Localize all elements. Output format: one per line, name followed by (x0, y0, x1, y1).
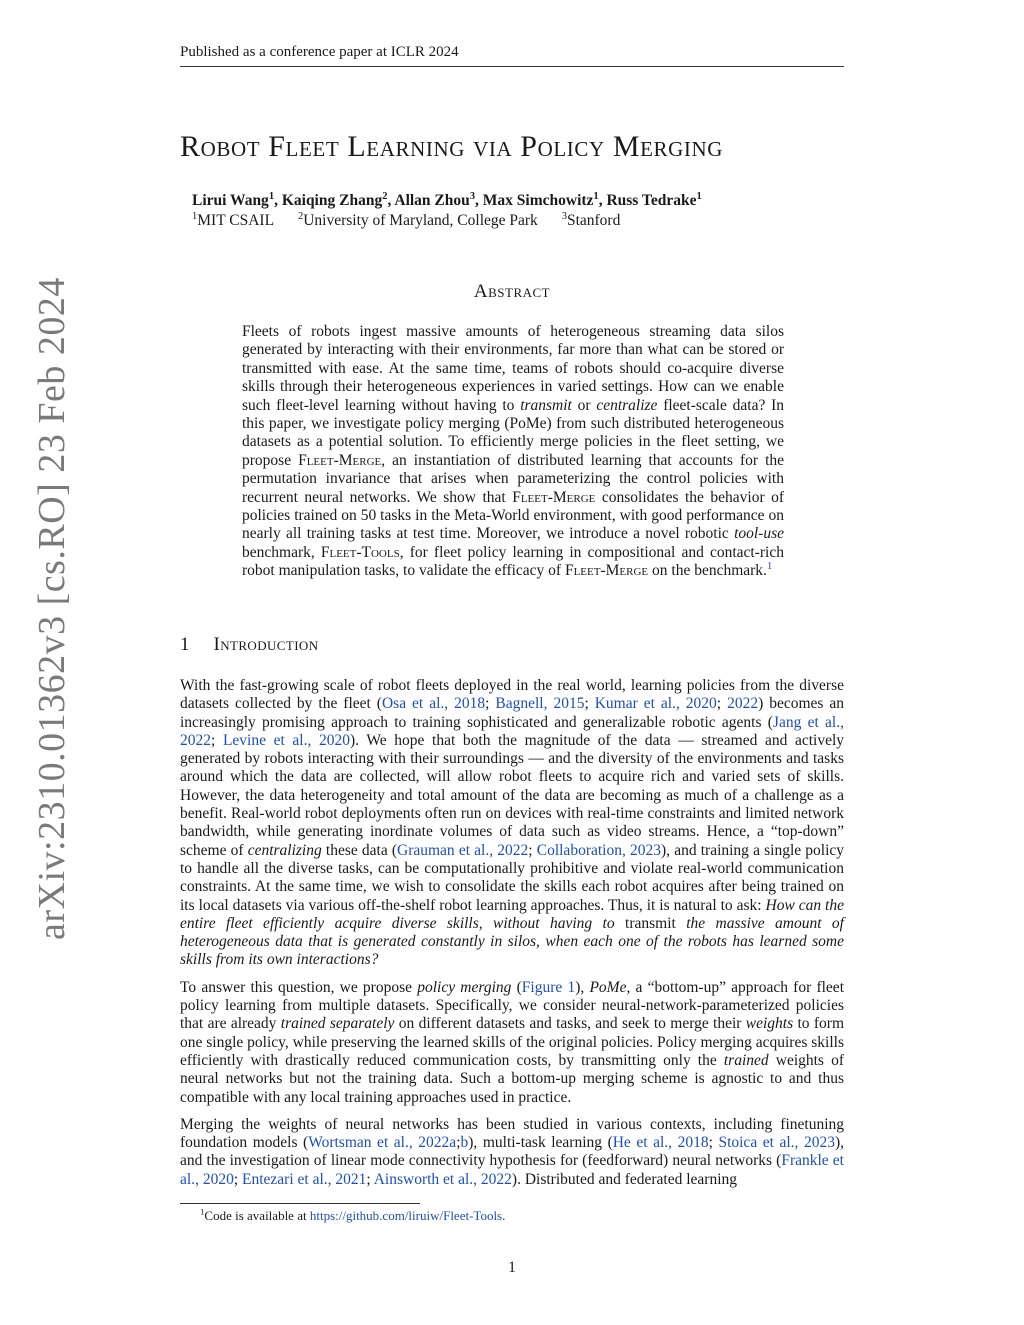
paragraph: With the fast-growing scale of robot fleets deployed in the real world, learning policies from the diverse datasets collected by the fleet (Osa et al., 2018; Bagnell, 2015; Kumar et al., 2020; 2022) becomes an increasingly promising approach to training sophisticated and generalizable robotic agents (Jang et al., 2022; Levine et al., 2020). We hope that both the magnitude of the data — streamed and actively generated by robots interacting with their surroundings — and the diversity of the environments and tasks around which the data are collected, will allow robot fleets to acquire rich and varied sets of skills. However, the data heterogeneity and total amount of the data are becoming as much of a challenge as a benefit. Real-world robot deployments often run on devices with real-time constraints and limited network bandwidth, while generating inordinate volumes of data such as video streams. Hence, a “top-down” scheme of centralizing these data (Grauman et al., 2022; Collaboration, 2023), and training a single policy to handle all the diverse tasks, can be computationally prohibitive and violate real-world communication constraints. At the same time, we wish to consolidate the skills each robot acquires after being trained on its local datasets via various off-the-shelf robot learning approaches. Thus, it is natural to ask: How can the entire fleet efficiently acquire diverse skills, without having to transmit the massive amount of heterogeneous data that is generated constantly in silos, when each one of the robots has learned some skills from its own interactions? (180, 677, 845, 969)
benchmark-name: Fleet-Tools (320, 543, 400, 561)
citation-link[interactable]: Bagnell, 2015 (495, 695, 585, 713)
author-list: Lirui Wang$^1$, Kaiqing Zhang$^2$, Allan Zhou$^3$, Max Simchowitz$^1$, Russ Tedrake$^1$ (192, 190, 702, 209)
abstract-heading: Abstract (473, 281, 551, 302)
body-text: ), (575, 978, 590, 996)
emphasis: trained separately (280, 1015, 395, 1033)
abstract-text: , an instantiation of distributed learning that accounts for the permutation invariance that arises when parameterizing the control policies with recurrent neural networks. We show that (242, 451, 784, 506)
header-rule (180, 66, 844, 67)
body-text: ). We hope that both the magnitude of the data — streamed and actively generated by robots interacting with their surroundings — and the diversity of the environments and tasks around which the data are collected, will allow robot fleets to acquire rich and varied sets of skills. However, the data heterogeneity and total amount of the data are becoming as much of a challenge as a benefit. Real-world robot deployments often run on devices with real-time constraints and limited network bandwidth, while generating inordinate volumes of data such as video streams. Hence, a “top-down” scheme of (180, 731, 845, 859)
research-question: transmit (614, 914, 687, 932)
running-header: Published as a conference paper at ICLR 2024 (180, 44, 459, 60)
citation-link[interactable]: b (460, 1134, 469, 1152)
body-text: on different datasets and tasks, and seek to merge their (394, 1015, 746, 1033)
abstract-text: fleet-scale data? In this paper, we investigate policy merging (PoMe) from such distributed heterogeneous datasets as a potential solution. To efficiently merge policies in the fleet setting, we propose (242, 396, 784, 469)
footnote-text: Code is available at (204, 1208, 310, 1223)
footnote-link[interactable]: 1 (766, 561, 773, 573)
affiliation-sup: 1 (192, 210, 198, 222)
page-number: 1 (508, 1259, 516, 1276)
arxiv-stamp: arXiv:2310.01362v3 [cs.RO] 23 Feb 2024 (31, 277, 73, 940)
body-text: ). Distributed and federated learning (511, 1170, 738, 1188)
author: Russ Tedrake (606, 192, 697, 209)
author-sup: 2 (382, 190, 388, 202)
footnote-rule (180, 1203, 420, 1204)
citation-link[interactable]: Stoica et al., 2023 (718, 1134, 835, 1152)
body-text: With the fast-growing scale of robot fleets deployed in the real world, learning policies from the diverse datasets collected by the fleet ( (180, 677, 844, 713)
body-text: ), and the investigation of linear mode connectivity hypothesis for (feedforward) neural networks ( (180, 1134, 845, 1170)
author-sup: 1 (593, 190, 599, 202)
emphasis: centralizing (247, 841, 322, 859)
author-sup: 1 (268, 190, 275, 202)
body-text: ), and training a single policy to handle all the diverse tasks, can be computationally prohibitive and violate real-world communication constraints. At the same time, we wish to consolidate the skills each robot acquires after being trained on its local datasets via various off-the-shelf robot learning approaches. Thus, it is natural to ask: (180, 841, 845, 914)
citation-link[interactable]: Frankle et al., 2020 (180, 1152, 844, 1188)
citation-link[interactable]: Collaboration, 2023 (536, 841, 662, 859)
footnote-text: . (502, 1208, 506, 1223)
section-number: 1 (180, 634, 190, 655)
body-text: to form one single policy, while preserving the learned skills of the original policies. Policy merging acquires skills efficiently with drastically reduced communication costs, by transmitting only the (180, 1015, 844, 1069)
abstract-text: or (571, 396, 597, 414)
abstract-body (242, 323, 784, 581)
emphasis: PoMe (589, 978, 627, 996)
citation-link[interactable]: Grauman et al., 2022 (397, 841, 529, 859)
author: Allan Zhou (394, 192, 470, 209)
affiliation-name: MIT CSAIL (197, 212, 275, 229)
body-text: these data ( (321, 841, 398, 859)
affiliation-name: University of Maryland, College Park (303, 212, 538, 229)
research-question: the massive amount of heterogeneous data that is generated constantly in silos, when each one of the robots has learned some skills from its own interactions? (180, 914, 844, 969)
research-question: How can the entire fleet efficiently acquire diverse skills, without having to (180, 896, 844, 932)
emphasis: policy merging (417, 978, 512, 996)
author: Lirui Wang (192, 192, 269, 209)
section-heading (180, 634, 319, 656)
method-name: Fleet-Merge (298, 451, 382, 469)
abstract-text: consolidates the behavior of policies trained on 50 tasks in the Meta-World environment, with good performance on nearly all training tasks at test time. Moreover, we introduce a novel robotic (242, 488, 784, 543)
affiliation-name: Stanford (566, 212, 621, 229)
body-text: ( (511, 978, 522, 996)
author: Max Simchowitz (482, 192, 594, 209)
paragraph (180, 979, 844, 1107)
paragraph: Merging the weights of neural networks has been studied in various contexts, including finetuning foundation models (Wortsman et al., 2022a;b), multi-task learning (He et al., 2018; Stoica et al., 2023), and the investigation of linear mode connectivity hypothesis for (feedforward) neural networks (Frankle et al., 2020; Entezari et al., 2021; Ainsworth et al., 2022). Distributed and federated learning (180, 1115, 845, 1188)
footnote (200, 1208, 505, 1224)
author: Kaiqing Zhang (281, 192, 383, 209)
paper-title: Robot Fleet Learning via Policy Merging (180, 130, 724, 163)
body-text: ), multi-task learning ( (468, 1134, 613, 1152)
abstract-text: , for fleet policy learning in compositional and contact-rich robot manipulation tasks, to validate the efficacy of (242, 543, 784, 580)
affiliation (192, 212, 284, 229)
abstract-text: on the benchmark. (648, 562, 767, 580)
citation-link[interactable]: He et al., 2018 (612, 1134, 709, 1152)
citation-link[interactable]: Wortsman et al., 2022a (308, 1134, 457, 1152)
footnote-mark: 1 (200, 1206, 205, 1217)
body-text: , a “bottom-up” approach for fleet policy learning from multiple datasets. Specifically, we consider neural-network-parameterized policies that are already (180, 978, 844, 1033)
figure-link[interactable]: Figure 1 (521, 978, 576, 996)
abstract-emphasis: centralize (596, 396, 658, 414)
affiliation (298, 212, 548, 229)
author-sup: 3 (469, 190, 476, 202)
citation-link[interactable]: Ainsworth et al., 2022 (373, 1170, 512, 1188)
affiliation (562, 212, 631, 229)
abstract-emphasis: transmit (520, 396, 572, 414)
section-title: Introduction (213, 634, 319, 655)
body-text: ) becomes an increasingly promising approach to training sophisticated and generalizable robotic agents ( (180, 695, 845, 731)
body-text: weights of neural networks but not the training data. Such a bottom-up merging scheme is agnostic to and thus compatible with any local training approaches used in practice. (180, 1051, 844, 1106)
emphasis: weights (745, 1015, 794, 1033)
citation-link[interactable]: Kumar et al., 2020 (594, 695, 717, 713)
citation-link[interactable]: Jang et al., 2022 (180, 713, 844, 749)
abstract-emphasis: tool-use (734, 525, 784, 543)
citation-link[interactable]: Osa et al., 2018 (381, 695, 486, 713)
method-name: Fleet-Merge (564, 562, 649, 580)
body-text: Merging the weights of neural networks has been studied in various contexts, including finetuning foundation models ( (180, 1115, 844, 1152)
citation-link[interactable]: Levine et al., 2020 (222, 731, 350, 749)
section-body (180, 677, 844, 1198)
method-name: Fleet-Merge (512, 488, 596, 506)
citation-link[interactable]: Entezari et al., 2021 (242, 1170, 367, 1188)
body-text: To answer this question, we propose (180, 978, 418, 996)
affiliation-sup: 3 (561, 210, 567, 222)
footnote-url-link[interactable]: https://github.com/liruiw/Fleet-Tools (309, 1208, 503, 1223)
emphasis: trained (723, 1051, 769, 1069)
abstract-text: benchmark, (242, 543, 321, 561)
affiliation-list (192, 212, 640, 230)
author-sup: 1 (696, 190, 702, 202)
affiliation-sup: 2 (297, 210, 304, 222)
citation-link[interactable]: 2022 (727, 695, 759, 713)
abstract-text: Fleets of robots ingest massive amounts of heterogeneous streaming data silos generated by interacting with their environments, far more than what can be stored or transmitted with ease. At the same time, teams of robots should co-acquire diverse skills through their heterogeneous experiences in varied settings. How can we enable such fleet-level learning without having to (242, 323, 784, 414)
